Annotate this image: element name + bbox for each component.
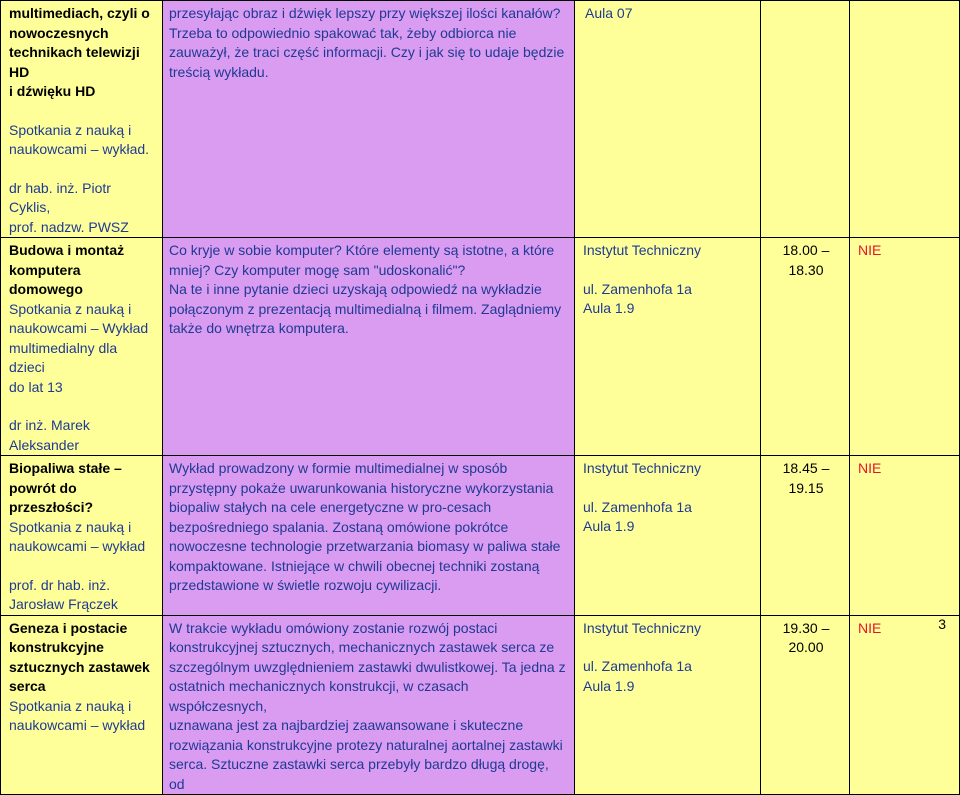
time-line: 18.45 – — [782, 460, 830, 476]
time-cell — [761, 456, 850, 616]
description-line: szczególnym uwzględnieniem zastawki dwulistkowej. Ta jedna z — [169, 658, 566, 675]
description-line: zauważył, że traci część informacji. Czy i jak się to udaje będzie — [169, 44, 565, 60]
event-title-line: technikach telewizji HD — [9, 44, 140, 80]
event-title-line: komputera domowego — [9, 261, 83, 297]
lecturer-line: dr inż. Marek Aleksander — [9, 417, 90, 453]
place-line: Aula 1.9 — [583, 300, 635, 316]
event-title-line: sztucznych zastawek — [9, 658, 150, 675]
event-title-line: nowoczesnych — [9, 24, 109, 41]
spacer — [9, 102, 156, 121]
lecturer-line: prof. nadzw. PWSZ — [9, 218, 129, 235]
time-line: 19.15 — [788, 479, 824, 496]
description-line: mniej? Czy komputer mogę sam "udoskonalić"? — [169, 261, 466, 278]
event-title-line: i dźwięku HD — [9, 83, 96, 99]
place-line: Aula 1.9 — [583, 677, 635, 694]
place-cell — [575, 1, 761, 238]
description-line: serca. Sztuczne zastawki serca przebyły bardzo długą drogę, od — [169, 756, 549, 792]
description-cell — [163, 238, 575, 456]
time-line: 18.30 — [788, 261, 824, 278]
event-title-line: powrót do przeszłości? — [9, 479, 94, 515]
place-line: Instytut Techniczny — [583, 460, 702, 476]
event-type-line: Spotkania z nauką i — [9, 300, 132, 317]
description-line: przystępny pokaże uwarunkowania historyczne wykorzystania — [169, 479, 554, 496]
description-line: Wykład prowadzony w formie multimedialnej w sposób — [169, 460, 508, 476]
event-type-line: Spotkania z nauką i — [9, 121, 132, 138]
event-title-line: multimediach, czyli o — [9, 5, 150, 21]
event-info-cell — [1, 615, 163, 795]
description-line: przedstawione w świetle rozwoju cywilizacji. — [169, 577, 442, 593]
time-cell — [761, 1, 850, 238]
event-type-line: naukowcami – wykład. — [9, 141, 150, 157]
description-cell — [163, 1, 575, 238]
event-type-line: Spotkania z nauką i — [9, 518, 132, 535]
description-line: połączonym z prezentacją multimedialną i filmem. Zaglądniemy — [169, 300, 562, 317]
description-line: bezpośredniego spalania. Zostaną omówione pokrótce — [169, 518, 509, 535]
event-title-line: Budowa i montaż — [9, 242, 125, 258]
description-line: także do wnętrza komputera. — [169, 320, 349, 336]
event-title-line: konstrukcyjne — [9, 639, 104, 655]
description-line: W trakcie wykładu omówiony zostanie rozwój postaci — [169, 619, 498, 636]
status-cell — [850, 456, 960, 616]
place-cell — [575, 615, 761, 795]
description-line: Trzeba to odpowiednio spakować tak, żeby odbiorca nie — [169, 24, 517, 41]
place-line: Aula 07 — [585, 5, 633, 21]
page-number: 3 — [938, 615, 946, 632]
description-line: Co kryje w sobie komputer? Które elementy są istotne, a które — [169, 242, 555, 258]
place-line: ul. Zamenhofa 1a — [583, 280, 692, 297]
lecturer-line: dr hab. inż. Piotr Cyklis, — [9, 179, 111, 215]
time-cell — [761, 615, 850, 795]
spacer — [583, 479, 754, 498]
lecturer-line: prof. dr hab. inż. — [9, 576, 111, 593]
table-row — [1, 615, 960, 795]
description-line: kompaktowane. Istniejące w chwili obecnej techniki zostaną — [169, 557, 540, 574]
event-title-line: serca — [9, 678, 46, 694]
place-line: ul. Zamenhofa 1a — [583, 658, 692, 674]
description-line: konstrukcyjnej sztucznych, mechanicznych zastawek serca ze — [169, 639, 555, 655]
time-line: 19.30 – — [782, 619, 830, 636]
time-line: 20.00 — [788, 639, 824, 655]
spacer — [9, 160, 156, 179]
description-line: nowoczesne technologie przetwarzania biomasy w paliwa stałe — [169, 538, 561, 554]
description-line: rozwiązania konstrukcyjne protezy naturalnej aortalnej zastawki — [169, 736, 563, 753]
event-type-line: naukowcami – Wykład — [9, 320, 149, 336]
event-type-line: multimedialny dla dzieci — [9, 339, 118, 375]
description-line: uznawana jest za najbardziej zaawansowane i skuteczne — [169, 717, 524, 733]
status-badge: NIE — [858, 619, 882, 636]
table-row — [1, 238, 960, 456]
status-cell — [850, 615, 960, 795]
event-title-line: Geneza i postacie — [9, 619, 128, 636]
event-info-cell — [1, 456, 163, 616]
time-cell — [761, 238, 850, 456]
table-row — [1, 456, 960, 616]
place-line: Aula 1.9 — [583, 518, 635, 534]
spacer — [583, 638, 754, 657]
table-row — [1, 1, 960, 238]
place-line: Instytut Techniczny — [583, 619, 702, 636]
status-cell — [850, 1, 960, 238]
status-badge: NIE — [858, 460, 882, 476]
place-line: Instytut Techniczny — [583, 242, 702, 258]
event-type-line: naukowcami – wykład — [9, 717, 146, 733]
place-line: ul. Zamenhofa 1a — [583, 498, 692, 515]
event-type-line: do lat 13 — [9, 378, 63, 395]
spacer — [9, 557, 156, 576]
place-cell — [575, 238, 761, 456]
spacer — [9, 397, 156, 416]
time-line: 18.00 – — [782, 242, 830, 258]
event-type-line: Spotkania z nauką i — [9, 697, 132, 714]
status-badge: NIE — [858, 242, 882, 258]
place-cell — [575, 456, 761, 616]
description-cell — [163, 615, 575, 795]
status-cell — [850, 238, 960, 456]
description-line: treścią wykładu. — [169, 63, 269, 80]
description-line: biopaliw stałych na cele energetyczne w pro-cesach — [169, 499, 492, 515]
event-info-cell — [1, 1, 163, 238]
description-line: ostatnich mechanicznych konstrukcji, w czasach współczesnych, — [169, 678, 469, 714]
lecturer-line: Jarosław Frączek — [9, 596, 118, 612]
event-type-line: naukowcami – wykład — [9, 538, 146, 554]
spacer — [583, 261, 754, 280]
event-info-cell — [1, 238, 163, 456]
description-line: Na te i inne pytanie dzieci uzyskają odpowiedź na wykładzie — [169, 281, 542, 297]
description-cell — [163, 456, 575, 616]
description-line: przesyłając obraz i dźwięk lepszy przy większej ilości kanałów? — [169, 5, 561, 21]
event-title-line: Biopaliwa stałe – — [9, 460, 122, 476]
